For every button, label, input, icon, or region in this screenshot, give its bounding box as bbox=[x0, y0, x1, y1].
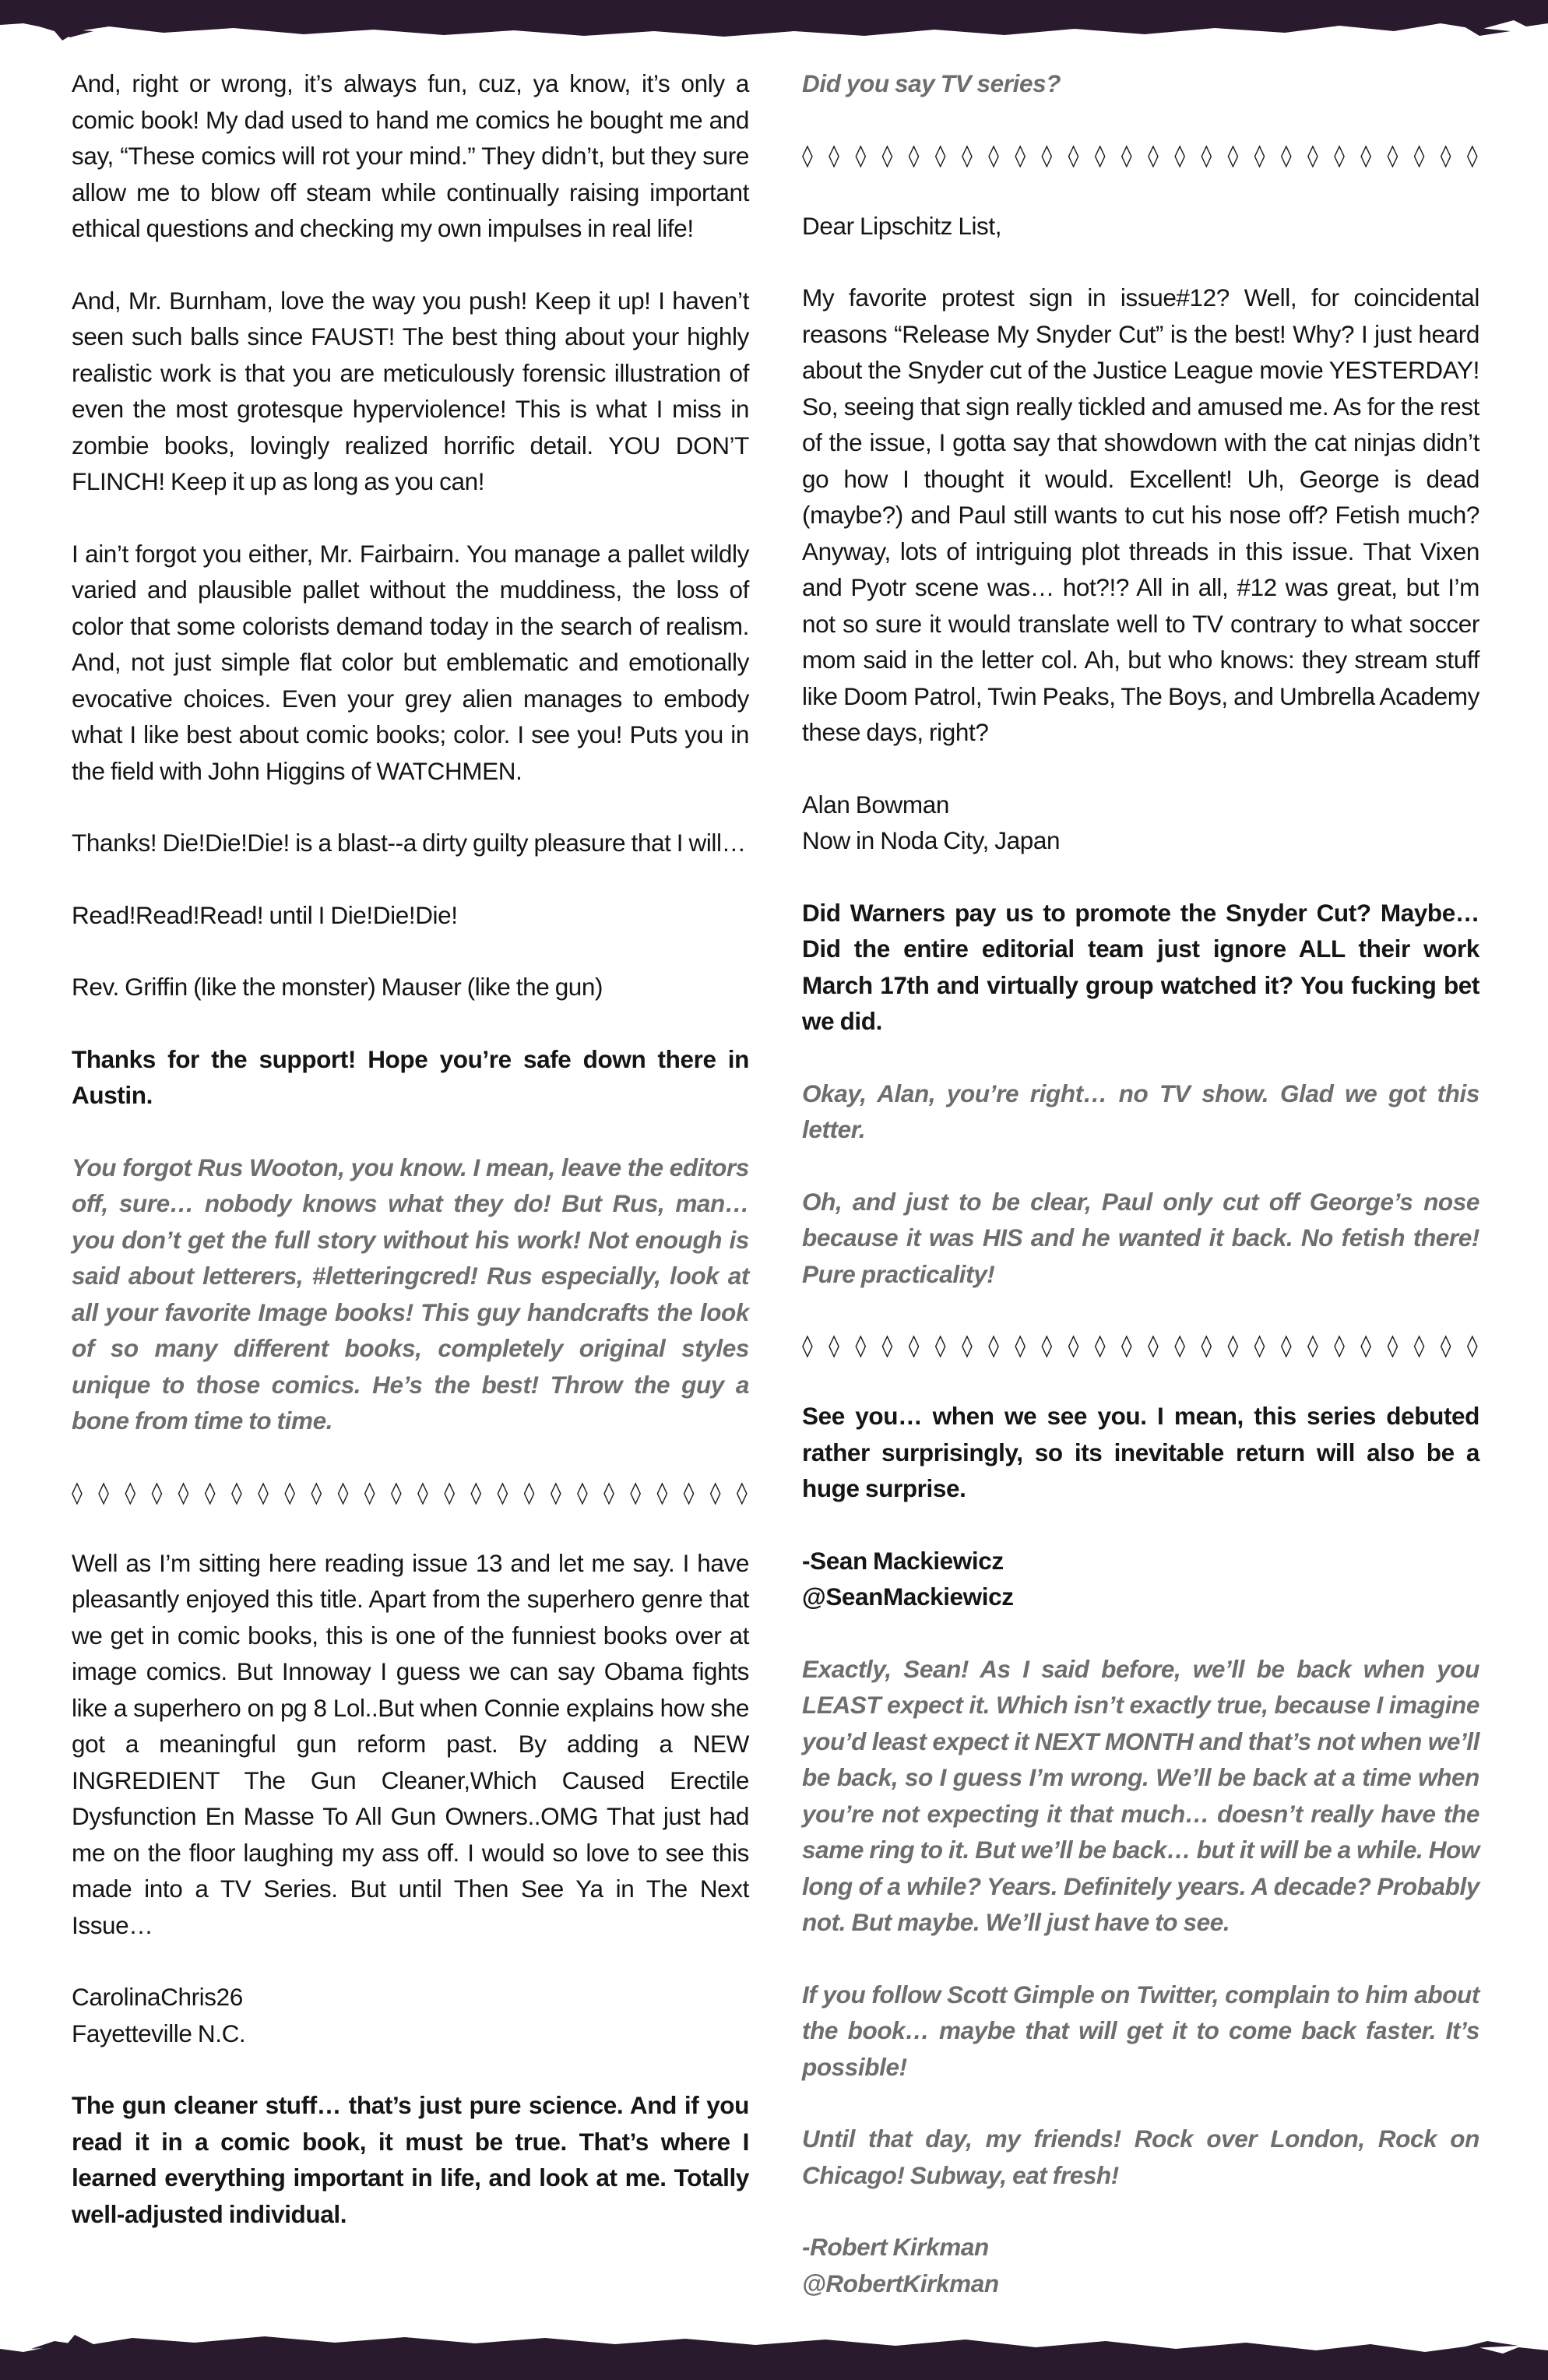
letter-signature bbox=[72, 1979, 749, 2051]
diamond-icon: ◊ bbox=[1466, 142, 1478, 168]
diamond-icon: ◊ bbox=[908, 142, 920, 168]
diamond-icon: ◊ bbox=[881, 1333, 893, 1358]
diamond-icon: ◊ bbox=[961, 1333, 973, 1358]
diamond-icon: ◊ bbox=[656, 1479, 668, 1505]
diamond-icon: ◊ bbox=[550, 1479, 561, 1505]
diamond-icon: ◊ bbox=[1068, 1333, 1079, 1358]
right-column bbox=[802, 65, 1479, 2337]
letter-signature bbox=[802, 787, 1479, 859]
diamond-icon: ◊ bbox=[802, 142, 813, 168]
signature-handle: @RobertKirkman bbox=[802, 2269, 999, 2297]
letter-paragraph: Read!Read!Read! until I Die!Die!Die! bbox=[72, 900, 458, 929]
diamond-icon: ◊ bbox=[1440, 1333, 1451, 1358]
diamond-icon: ◊ bbox=[258, 1479, 269, 1505]
diamond-icon: ◊ bbox=[284, 1479, 296, 1505]
diamond-icon: ◊ bbox=[125, 1479, 136, 1505]
signature-handle: @SeanMackiewicz bbox=[802, 1583, 1014, 1611]
diamond-icon: ◊ bbox=[1094, 1333, 1106, 1358]
letter-paragraph: Well as I’m sitting here reading issue 13 and let me say. I have pleasantly enjoyed this title. Apart from the superhero genre that we get in comic books, this is one of the funniest books over at image comics. But Innoway I guess we can say Obama fights like a superhero on pg 8 Lol..But when Connie explains how she got a meaningful gun reform past. By adding a NEW INGREDIENT The Gun Cleaner,Which Caused Erectile Dysfunction En Masse To All Gun Owners..OMG That just had me on the floor laughing my ass off. I would so love to see this made into a TV Series. But until Then See Ya in The Next Issue… bbox=[72, 1548, 749, 1939]
top-brush-border bbox=[0, 0, 1548, 55]
diamond-icon: ◊ bbox=[1334, 142, 1345, 168]
diamond-icon: ◊ bbox=[1280, 1333, 1292, 1358]
diamond-icon: ◊ bbox=[337, 1479, 349, 1505]
diamond-icon: ◊ bbox=[1360, 1333, 1372, 1358]
diamond-icon: ◊ bbox=[709, 1479, 721, 1505]
diamond-icon: ◊ bbox=[1094, 142, 1106, 168]
diamond-icon: ◊ bbox=[576, 1479, 588, 1505]
diamond-icon: ◊ bbox=[444, 1479, 456, 1505]
letter-paragraph: My favorite protest sign in issue#12? Well, for coincidental reasons “Release My Snyder Cut” is the best! Why? I just heard about the Snyder cut of the Justice League movie YESTERDAY! So, seeing that sign really tickled and amused me. As for the rest of the issue, I gotta say that showdown with the cat ninjas didn’t go how I thought it would. Excellent! Uh, George is dead (maybe?) and Paul still wants to cut his nose off? Fetish much? Anyway, lots of intriguing plot threads in this issue. That Vixen and Pyotr scene was… hot?!? All in all, #12 was great, but I’m not so sure it would translate well to TV contrary to what soccer mom said in the letter col. Ah, but who knows: they stream stuff like Doom Patrol, Twin Peaks, The Boys, and Umbrella Academy these days, right? bbox=[802, 283, 1479, 746]
diamond-icon: ◊ bbox=[1121, 142, 1132, 168]
signature-place: Now in Noda City, Japan bbox=[802, 826, 1061, 854]
diamond-icon: ◊ bbox=[390, 1479, 402, 1505]
diamond-icon: ◊ bbox=[1015, 142, 1026, 168]
closing-message: Until that day, my friends! Rock over London, Rock on Chicago! Subway, eat fresh! bbox=[802, 2125, 1479, 2189]
diamond-icon: ◊ bbox=[1387, 1333, 1398, 1358]
diamond-icon: ◊ bbox=[1015, 1333, 1026, 1358]
bottom-brush-border bbox=[0, 2325, 1548, 2380]
diamond-icon: ◊ bbox=[1041, 142, 1053, 168]
diamond-icon: ◊ bbox=[178, 1479, 189, 1505]
diamond-icon: ◊ bbox=[1201, 1333, 1212, 1358]
editor-reply: You forgot Rus Wooton, you know. I mean, leave the editors off, sure… nobody knows what they do! But Rus, man… you don’t get the full story without his work! Not enough is said about letterers, #letteringcred! Rus especially, look at all your favorite Image books! This guy handcrafts the look of so many different books, completely original styles unique to those comics. He’s the best! Throw the guy a bone from time to time. bbox=[72, 1153, 749, 1435]
diamond-icon: ◊ bbox=[1280, 142, 1292, 168]
diamond-icon: ◊ bbox=[630, 1479, 642, 1505]
diamond-icon: ◊ bbox=[1201, 142, 1212, 168]
closing-message: See you… when we see you. I mean, this series debuted rather surprisingly, so its inevitable return will also be a huge surprise. bbox=[802, 1402, 1479, 1502]
diamond-icon: ◊ bbox=[230, 1479, 242, 1505]
diamond-icon: ◊ bbox=[72, 1479, 83, 1505]
diamond-icon: ◊ bbox=[1307, 142, 1318, 168]
diamond-icon: ◊ bbox=[988, 142, 999, 168]
diamond-icon: ◊ bbox=[1121, 1333, 1132, 1358]
left-column bbox=[72, 65, 749, 2337]
diamond-icon: ◊ bbox=[151, 1479, 163, 1505]
closing-signature bbox=[802, 2229, 1479, 2301]
diamond-icon: ◊ bbox=[204, 1479, 216, 1505]
diamond-icon: ◊ bbox=[988, 1333, 999, 1358]
editor-reply: Did you say TV series? bbox=[802, 69, 1061, 97]
diamond-icon: ◊ bbox=[1227, 142, 1239, 168]
diamond-divider bbox=[802, 138, 1478, 174]
diamond-icon: ◊ bbox=[934, 142, 946, 168]
editor-reply: Did Warners pay us to promote the Snyder Cut? Maybe… Did the entire editorial team just ignore ALL their work March 17th and virtually group watched it? You fucking bet we did. bbox=[802, 898, 1479, 1035]
diamond-icon: ◊ bbox=[855, 142, 867, 168]
editor-reply: The gun cleaner stuff… that’s just pure science. And if you read it in a comic book, it must be true. That’s where I learned everything important in life, and look at me. Totally well-adjusted individual. bbox=[72, 2091, 749, 2228]
diamond-icon: ◊ bbox=[497, 1479, 508, 1505]
letter-paragraph: I ain’t forgot you either, Mr. Fairbairn. You manage a pallet wildly varied and plausible pallet without the muddiness, the loss of color that some colorists demand today in the search of realism. And, not just simple flat color but emblematic and emotionally evocative choices. Even your grey alien manages to embody what I like best about comic books; color. I see you! Puts you in the field with John Higgins of WATCHMEN. bbox=[72, 539, 749, 785]
diamond-icon: ◊ bbox=[1068, 142, 1079, 168]
diamond-icon: ◊ bbox=[736, 1479, 748, 1505]
diamond-icon: ◊ bbox=[1148, 142, 1159, 168]
diamond-icon: ◊ bbox=[1440, 142, 1451, 168]
diamond-icon: ◊ bbox=[603, 1479, 614, 1505]
editor-reply: Okay, Alan, you’re right… no TV show. Glad we got this letter. bbox=[802, 1079, 1479, 1143]
diamond-icon: ◊ bbox=[1307, 1333, 1318, 1358]
signature-name: -Robert Kirkman bbox=[802, 2233, 989, 2261]
signature-name: Alan Bowman bbox=[802, 790, 949, 819]
closing-message: Exactly, Sean! As I said before, we’ll be back when you LEAST expect it. Which isn’t exactly true, because I imagine you’d least expect it NEXT MONTH and that’s not when we’ll be back, so I guess I’m wrong. We’ll be back at a time when you’re not expecting it that much… doesn’t really have the same ring to it. But we’ll be back… but it will be a while. How long of a while? Years. Definitely years. A decade? Probably not. But maybe. We’ll just have to see. bbox=[802, 1654, 1479, 1936]
signature-place: Fayetteville N.C. bbox=[72, 2019, 246, 2047]
signature-name: -Sean Mackiewicz bbox=[802, 1546, 1004, 1575]
diamond-divider bbox=[72, 1475, 748, 1511]
editor-reply: Oh, and just to be clear, Paul only cut off George’s nose because it was HIS and he wanted it back. No fetish there! Pure practicality! bbox=[802, 1187, 1479, 1288]
diamond-icon: ◊ bbox=[1466, 1333, 1478, 1358]
diamond-icon: ◊ bbox=[1041, 1333, 1053, 1358]
diamond-icon: ◊ bbox=[855, 1333, 867, 1358]
diamond-icon: ◊ bbox=[802, 1333, 813, 1358]
diamond-icon: ◊ bbox=[1174, 142, 1186, 168]
diamond-icon: ◊ bbox=[683, 1479, 695, 1505]
diamond-icon: ◊ bbox=[829, 142, 839, 168]
diamond-icon: ◊ bbox=[470, 1479, 482, 1505]
diamond-divider bbox=[802, 1328, 1478, 1364]
letter-salutation: Dear Lipschitz List, bbox=[802, 211, 1002, 240]
diamond-icon: ◊ bbox=[908, 1333, 920, 1358]
diamond-icon: ◊ bbox=[1227, 1333, 1239, 1358]
editor-reply: Thanks for the support! Hope you’re safe down there in Austin. bbox=[72, 1044, 749, 1109]
letter-signature: Rev. Griffin (like the monster) Mauser (like the gun) bbox=[72, 973, 603, 1001]
diamond-icon: ◊ bbox=[1413, 1333, 1425, 1358]
diamond-icon: ◊ bbox=[1334, 1333, 1345, 1358]
diamond-icon: ◊ bbox=[98, 1479, 109, 1505]
diamond-icon: ◊ bbox=[311, 1479, 322, 1505]
diamond-icon: ◊ bbox=[1413, 142, 1425, 168]
letter-paragraph: Thanks! Die!Die!Die! is a blast--a dirty guilty pleasure that I will… bbox=[72, 829, 746, 857]
diamond-icon: ◊ bbox=[1254, 142, 1265, 168]
diamond-icon: ◊ bbox=[1360, 142, 1372, 168]
closing-signature bbox=[802, 1543, 1479, 1615]
signature-name: CarolinaChris26 bbox=[72, 1983, 243, 2011]
diamond-icon: ◊ bbox=[417, 1479, 428, 1505]
diamond-icon: ◊ bbox=[829, 1333, 839, 1358]
letter-paragraph: And, right or wrong, it’s always fun, cuz, ya know, it’s only a comic book! My dad used to hand me comics he bought me and say, “These comics will rot your mind.” They didn’t, but they sure allow me to blow off steam while continually raising important ethical questions and checking my own impulses in real life! bbox=[72, 69, 749, 242]
diamond-icon: ◊ bbox=[1254, 1333, 1265, 1358]
diamond-icon: ◊ bbox=[1148, 1333, 1159, 1358]
closing-message: If you follow Scott Gimple on Twitter, complain to him about the book… maybe that will get it to come back faster. It’s possible! bbox=[802, 1980, 1479, 2081]
letter-paragraph: And, Mr. Burnham, love the way you push! Keep it up! I haven’t seen such balls since FAUST! The best thing about your highly realistic work is that you are meticulously forensic illustration of even the most grotesque hyperviolence! This is what I miss in zombie books, lovingly realized horrific detail. YOU DON’T FLINCH! Keep it up as long as you can! bbox=[72, 286, 749, 495]
diamond-icon: ◊ bbox=[1174, 1333, 1186, 1358]
diamond-icon: ◊ bbox=[1387, 142, 1398, 168]
diamond-icon: ◊ bbox=[364, 1479, 375, 1505]
diamond-icon: ◊ bbox=[961, 142, 973, 168]
letters-page bbox=[72, 65, 1479, 2337]
diamond-icon: ◊ bbox=[934, 1333, 946, 1358]
diamond-icon: ◊ bbox=[523, 1479, 535, 1505]
diamond-icon: ◊ bbox=[881, 142, 893, 168]
